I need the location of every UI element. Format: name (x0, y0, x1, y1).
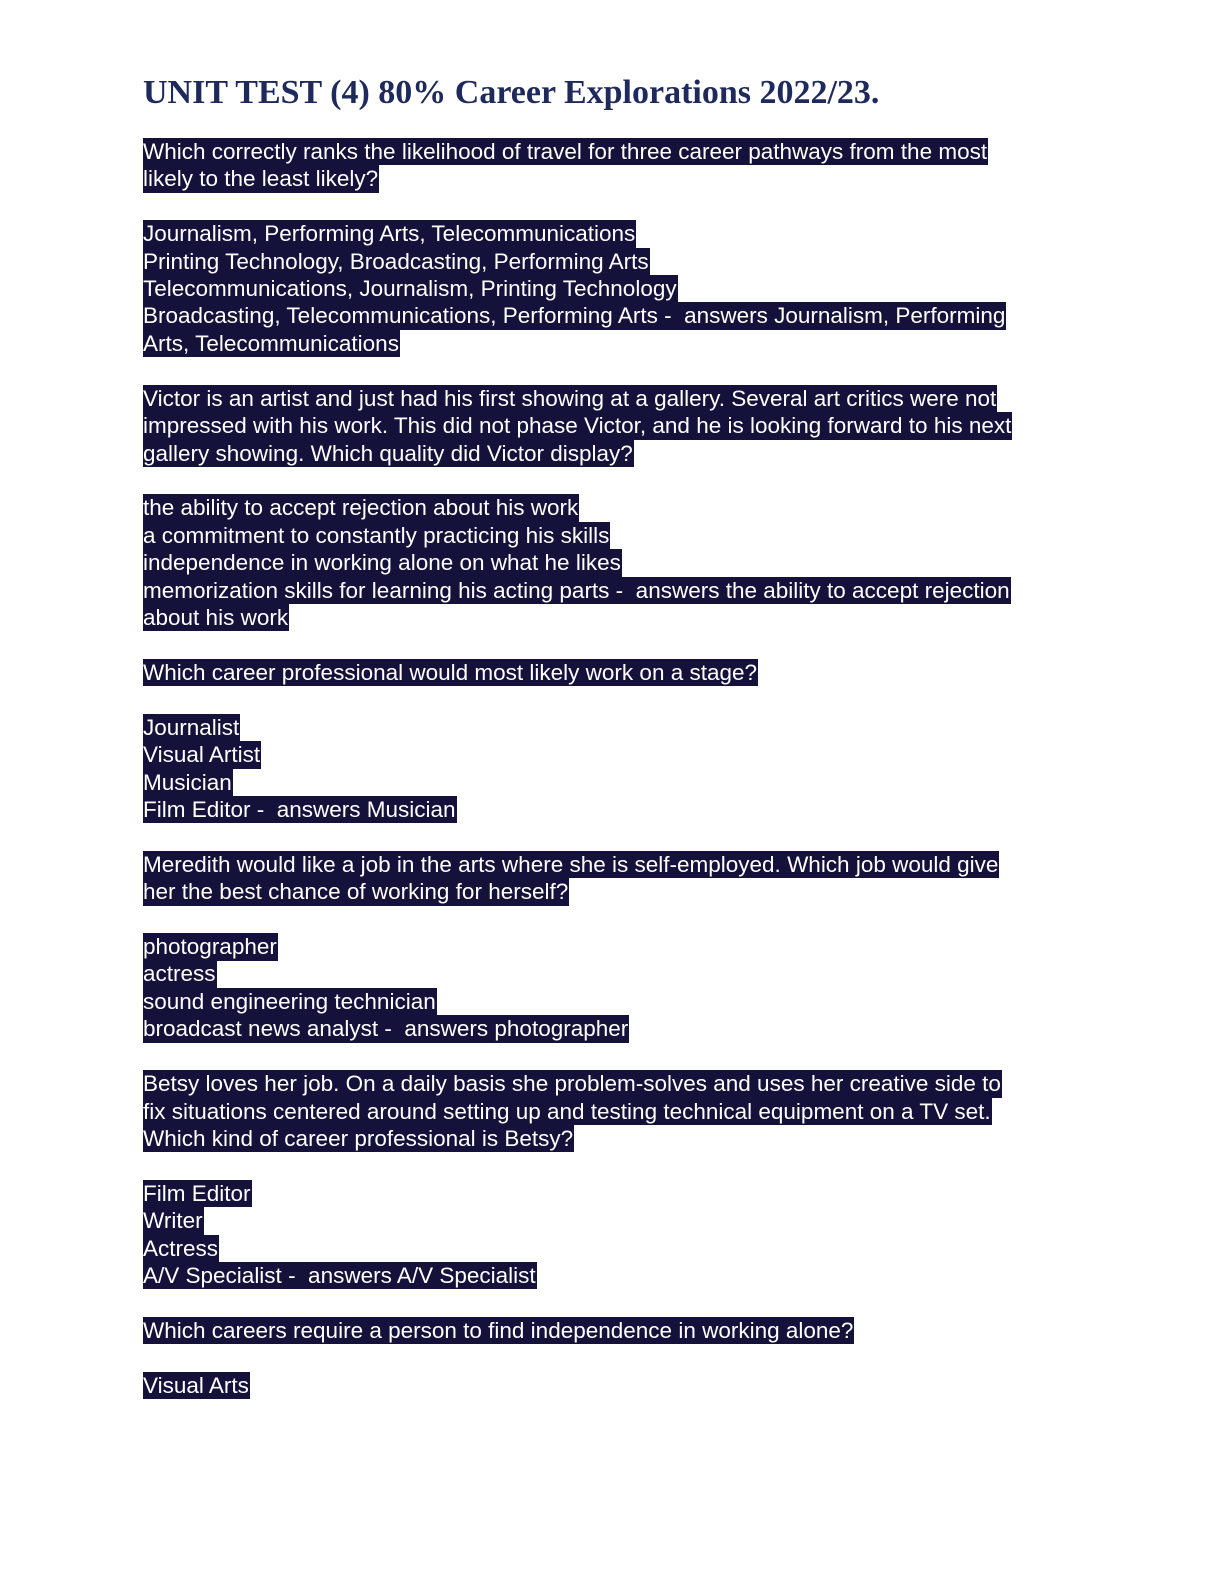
option-text: actress (143, 961, 216, 987)
option-answer-text: Arts, Telecommunications (143, 330, 399, 356)
option-text: Film Editor (143, 1180, 251, 1206)
question-text: Meredith would like a job in the arts where she is self-employed. Which job would give (143, 851, 999, 877)
question-text: gallery showing. Which quality did Victor display? (143, 440, 633, 466)
options-block (143, 494, 1073, 631)
question-text: Victor is an artist and just had his first showing at a gallery. Several art critics were not (143, 385, 997, 411)
document-title: UNIT TEST (4) 80% Career Explorations 2022/23. (143, 74, 880, 111)
option-answer-text: memorization skills for learning his acting parts - answers the ability to accept rejection (143, 577, 1010, 603)
question-text: likely to the least likely? (143, 166, 379, 192)
question-text: Betsy loves her job. On a daily basis she problem-solves and uses her creative side to (143, 1071, 1001, 1097)
option-text: Journalist (143, 714, 240, 740)
option-answer-text: broadcast news analyst - answers photographer (143, 1016, 629, 1042)
document-page (143, 70, 1073, 1427)
option-text: sound engineering technician (143, 988, 436, 1014)
options-block (143, 933, 1073, 1043)
option-text: Actress (143, 1235, 219, 1261)
option-text: Printing Technology, Broadcasting, Performing Arts (143, 248, 649, 274)
option-answer-text: A/V Specialist - answers A/V Specialist (143, 1263, 536, 1288)
options-block (143, 1180, 1073, 1290)
option-text: the ability to accept rejection about his work (143, 495, 579, 521)
options-block (143, 1372, 1073, 1399)
question-text: Which correctly ranks the likelihood of travel for three career pathways from the most (143, 139, 988, 164)
option-text: a commitment to constantly practicing his skills (143, 522, 610, 548)
option-text: independence in working alone on what he likes (143, 550, 621, 576)
option-text: Visual Artist (143, 742, 261, 768)
option-text: Musician (143, 769, 232, 795)
question-block (143, 1317, 1073, 1344)
option-text: Writer (143, 1208, 203, 1234)
question-text: Which careers require a person to find independence in working alone? (143, 1317, 854, 1343)
options-block (143, 714, 1073, 824)
question-block (143, 1070, 1073, 1152)
option-text: Visual Arts (143, 1372, 249, 1398)
question-block (143, 138, 1073, 193)
question-block (143, 385, 1073, 467)
question-block (143, 659, 1073, 686)
option-text: Journalism, Performing Arts, Telecommunications (143, 221, 636, 247)
option-answer-text: Film Editor - answers Musician (143, 796, 456, 822)
question-text: her the best chance of working for herself? (143, 879, 569, 905)
option-answer-text: Broadcasting, Telecommunications, Performing Arts - answers Journalism, Performing (143, 303, 1006, 329)
question-block (143, 851, 1073, 906)
question-text: Which kind of career professional is Betsy? (143, 1125, 574, 1151)
question-text: Which career professional would most likely work on a stage? (143, 659, 758, 685)
option-text: photographer (143, 934, 277, 960)
question-text: fix situations centered around setting up and testing technical equipment on a TV set. (143, 1098, 991, 1124)
option-answer-text: about his work (143, 604, 289, 630)
option-text: Telecommunications, Journalism, Printing Technology (143, 276, 677, 302)
options-block (143, 220, 1073, 357)
question-text: impressed with his work. This did not phase Victor, and he is looking forward to his next (143, 413, 1012, 439)
